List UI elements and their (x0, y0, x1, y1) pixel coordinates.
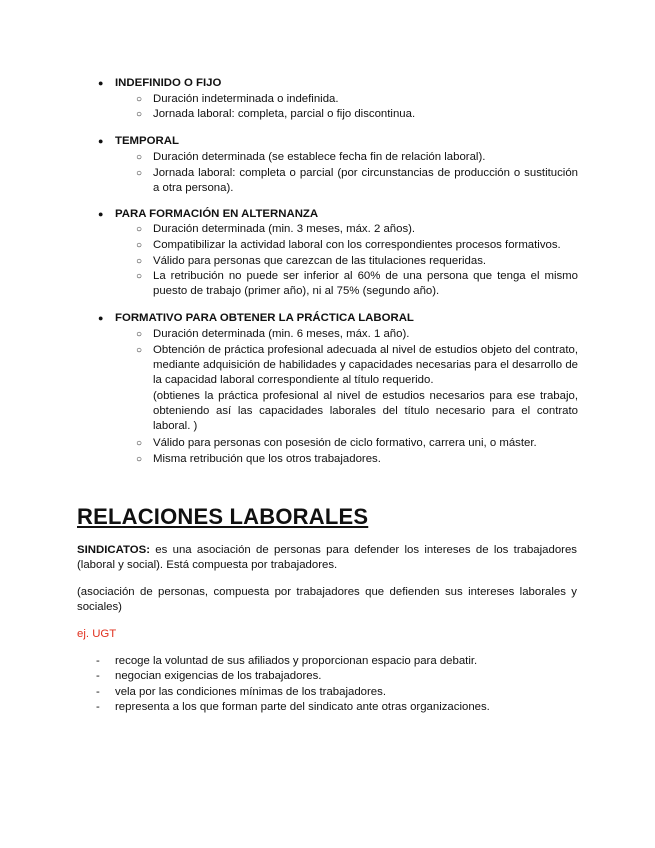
example-text: ej. UGT (77, 628, 117, 640)
dash-bullet-icon: - (96, 686, 100, 698)
contract-detail: ○ Duración determinada (se establece fecha fin de relación laboral). (136, 151, 486, 163)
contract-detail: ○ La retribución no puede ser inferior al 60% de una persona que tenga el mismo puesto de trabajo (primer año), ni al 75% (segundo año). (136, 270, 578, 297)
dash-bullet-icon: - (96, 701, 100, 713)
sindicatos-paraphrase: (asociación de personas, compuesta por trabajadores que defienden sus intereses laborales y sociales) (77, 586, 577, 613)
bullet-icon: ● (98, 78, 104, 88)
list-item: - negocian exigencias de los trabajadores. (96, 670, 322, 682)
circle-bullet-icon: ○ (136, 256, 143, 267)
contract-detail: ○ Obtención de práctica profesional adecuada al nivel de estudios objeto del contrato, mediante adquisición de habilidades y capacidades necesarias para el desarrollo de la capacidad laboral correspondiente al título requerido. (136, 344, 578, 386)
contract-type-title: ● FORMATIVO PARA OBTENER LA PRÁCTICA LABORAL (98, 312, 414, 324)
sindicatos-term: SINDICATOS: (77, 544, 150, 556)
circle-bullet-icon: ○ (136, 240, 143, 251)
list-item: - vela por las condiciones mínimas de los trabajadores. (96, 686, 386, 698)
section-heading: RELACIONES LABORALES (77, 504, 369, 529)
contract-type-title: ● PARA FORMACIÓN EN ALTERNANZA (98, 208, 319, 220)
list-item: - representa a los que forman parte del sindicato ante otras organizaciones. (96, 701, 490, 713)
dash-bullet-icon: - (96, 670, 100, 682)
circle-bullet-icon: ○ (136, 329, 143, 340)
contract-detail: ○ Misma retribución que los otros trabajadores. (136, 453, 381, 465)
contract-type-title: ● INDEFINIDO O FIJO (98, 77, 222, 89)
list-item: - recoge la voluntad de sus afiliados y proporcionan espacio para debatir. (96, 655, 478, 667)
circle-bullet-icon: ○ (136, 168, 143, 179)
circle-bullet-icon: ○ (136, 271, 143, 282)
bullet-icon: ● (98, 136, 104, 146)
contract-detail: ○ Duración determinada (min. 3 meses, máx. 2 años). (136, 223, 416, 235)
circle-bullet-icon: ○ (136, 454, 143, 465)
contract-detail: ○ Duración indeterminada o indefinida. (136, 93, 339, 105)
contract-detail: ○ Válido para personas con posesión de ciclo formativo, carrera uni, o máster. (136, 437, 537, 449)
circle-bullet-icon: ○ (136, 438, 143, 449)
circle-bullet-icon: ○ (136, 109, 143, 120)
circle-bullet-icon: ○ (136, 152, 143, 163)
contract-detail: ○ Compatibilizar la actividad laboral con los correspondientes procesos formativos. (136, 239, 561, 251)
bullet-icon: ● (98, 209, 104, 219)
sindicatos-definition: SINDICATOS: es una asociación de personas para defender los intereses de los trabajadores (laboral y social). Está compuesta por trabajadores. (77, 544, 577, 571)
bullet-icon: ● (98, 313, 104, 323)
dash-bullet-icon: - (96, 655, 100, 667)
contract-type-title: ● TEMPORAL (98, 135, 179, 147)
circle-bullet-icon: ○ (136, 94, 143, 105)
contract-detail: ○ Válido para personas que carezcan de las titulaciones requeridas. (136, 255, 487, 267)
contract-detail: ○ Jornada laboral: completa, parcial o fijo discontinua. (136, 108, 416, 120)
contract-detail: ○ Duración determinada (min. 6 meses, máx. 1 año). (136, 328, 410, 340)
circle-bullet-icon: ○ (136, 224, 143, 235)
circle-bullet-icon: ○ (136, 345, 143, 356)
contract-detail: ○ Jornada laboral: completa o parcial (por circunstancias de producción o sustitución a otra persona). (136, 167, 578, 194)
contract-note: (obtienes la práctica profesional al nivel de estudios necesarios para ese trabajo, obteniendo así las capacidades laborales del título necesario para el contrato laboral. ) (153, 390, 578, 432)
